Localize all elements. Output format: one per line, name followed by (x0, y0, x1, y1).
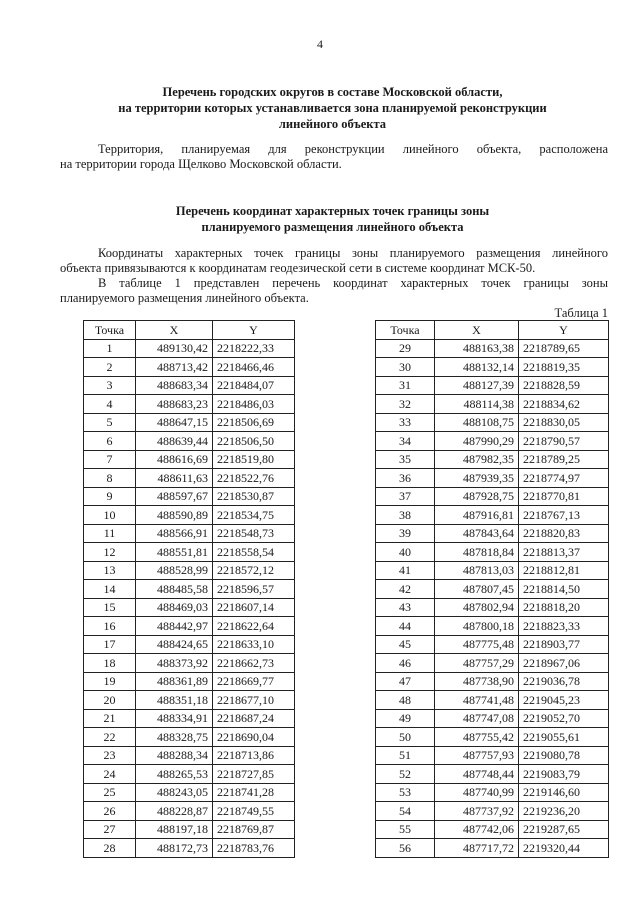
cell-x: 487818,84 (435, 543, 519, 562)
cell-x: 487717,72 (435, 839, 519, 858)
table-row (376, 691, 609, 710)
cell-point: 19 (84, 672, 136, 691)
table-row (376, 413, 609, 432)
paragraph-line: Территория, планируемая для реконструкции линейного объекта, расположена (98, 142, 608, 156)
cell-point: 28 (84, 839, 136, 858)
cell-point: 42 (376, 580, 435, 599)
cell-x: 487737,92 (435, 802, 519, 821)
cell-y: 2218814,50 (519, 580, 609, 599)
cell-y: 2218741,28 (213, 783, 295, 802)
table-row (84, 376, 295, 395)
cell-point: 48 (376, 691, 435, 710)
cell-point: 37 (376, 487, 435, 506)
cell-point: 11 (84, 524, 136, 543)
table-row (376, 339, 609, 358)
cell-point: 44 (376, 617, 435, 636)
cell-y: 2218823,33 (519, 617, 609, 636)
table-row (376, 820, 609, 839)
cell-y: 2218690,04 (213, 728, 295, 747)
table-row (376, 524, 609, 543)
table-row (84, 358, 295, 377)
table-row (376, 506, 609, 525)
cell-y: 2219052,70 (519, 709, 609, 728)
cell-point: 45 (376, 635, 435, 654)
cell-y: 2218534,75 (213, 506, 295, 525)
cell-point: 32 (376, 395, 435, 414)
cell-x: 487990,29 (435, 432, 519, 451)
cell-x: 488373,92 (136, 654, 213, 673)
cell-point: 29 (376, 339, 435, 358)
cell-point: 49 (376, 709, 435, 728)
cell-point: 41 (376, 561, 435, 580)
table-row (84, 654, 295, 673)
table-row (376, 376, 609, 395)
cell-y: 2218687,24 (213, 709, 295, 728)
table-header-row (376, 321, 609, 340)
cell-x: 487747,08 (435, 709, 519, 728)
cell-point: 27 (84, 820, 136, 839)
cell-x: 488424,65 (136, 635, 213, 654)
heading-line: Перечень городских округов в составе Московской области, (162, 85, 503, 99)
heading-line: линейного объекта (278, 117, 387, 131)
heading-districts (60, 84, 605, 132)
table-row (84, 746, 295, 765)
cell-x: 487916,81 (435, 506, 519, 525)
table-row (84, 728, 295, 747)
cell-point: 15 (84, 598, 136, 617)
cell-x: 488611,63 (136, 469, 213, 488)
cell-y: 2218506,69 (213, 413, 295, 432)
table-row (84, 450, 295, 469)
cell-y: 2218669,77 (213, 672, 295, 691)
cell-x: 487813,03 (435, 561, 519, 580)
cell-y: 2218830,05 (519, 413, 609, 432)
cell-point: 35 (376, 450, 435, 469)
table-row (376, 802, 609, 821)
cell-x: 487748,44 (435, 765, 519, 784)
cell-y: 2218790,57 (519, 432, 609, 451)
table-row (84, 765, 295, 784)
table-row (84, 413, 295, 432)
cell-y: 2218484,07 (213, 376, 295, 395)
cell-point: 18 (84, 654, 136, 673)
cell-y: 2218548,73 (213, 524, 295, 543)
table-row (376, 765, 609, 784)
table-row (84, 820, 295, 839)
heading-line: на территории которых устанавливается зона планируемой реконструкции (118, 101, 547, 115)
table-row (376, 487, 609, 506)
cell-y: 2219080,78 (519, 746, 609, 765)
cell-point: 6 (84, 432, 136, 451)
cell-point: 24 (84, 765, 136, 784)
paragraph-table-intro (60, 276, 608, 306)
cell-x: 488288,34 (136, 746, 213, 765)
cell-y: 2218812,81 (519, 561, 609, 580)
cell-y: 2218607,14 (213, 598, 295, 617)
table-row (84, 691, 295, 710)
table-row (84, 487, 295, 506)
cell-point: 30 (376, 358, 435, 377)
cell-x: 487807,45 (435, 580, 519, 599)
cell-point: 51 (376, 746, 435, 765)
cell-point: 21 (84, 709, 136, 728)
cell-point: 34 (376, 432, 435, 451)
cell-point: 38 (376, 506, 435, 525)
cell-point: 39 (376, 524, 435, 543)
cell-y: 2218466,46 (213, 358, 295, 377)
table-row (376, 709, 609, 728)
table-row (376, 358, 609, 377)
paragraph-line: планируемого размещения линейного объекта. (60, 291, 309, 305)
cell-x: 488334,91 (136, 709, 213, 728)
cell-y: 2218818,20 (519, 598, 609, 617)
cell-x: 488328,75 (136, 728, 213, 747)
table-row (376, 395, 609, 414)
cell-y: 2218727,85 (213, 765, 295, 784)
cell-x: 488197,18 (136, 820, 213, 839)
cell-y: 2219146,60 (519, 783, 609, 802)
cell-point: 13 (84, 561, 136, 580)
cell-y: 2219236,20 (519, 802, 609, 821)
table-header-row (84, 321, 295, 340)
table-row (84, 561, 295, 580)
cell-x: 487742,06 (435, 820, 519, 839)
cell-point: 8 (84, 469, 136, 488)
cell-x: 488243,05 (136, 783, 213, 802)
cell-point: 25 (84, 783, 136, 802)
header-x: X (435, 321, 519, 340)
table-row (84, 543, 295, 562)
paragraph-territory (60, 142, 608, 172)
cell-y: 2218774,97 (519, 469, 609, 488)
cell-y: 2219287,65 (519, 820, 609, 839)
table-row (376, 783, 609, 802)
cell-x: 487740,99 (435, 783, 519, 802)
cell-point: 14 (84, 580, 136, 599)
cell-point: 40 (376, 543, 435, 562)
cell-y: 2218767,13 (519, 506, 609, 525)
paragraph-line: на территории города Щелково Московской области. (60, 157, 342, 171)
cell-y: 2218820,83 (519, 524, 609, 543)
cell-x: 488647,15 (136, 413, 213, 432)
table-row (84, 839, 295, 858)
cell-y: 2218572,12 (213, 561, 295, 580)
cell-y: 2218749,55 (213, 802, 295, 821)
table-row (84, 709, 295, 728)
table-row (376, 469, 609, 488)
table-row (376, 598, 609, 617)
cell-x: 487755,42 (435, 728, 519, 747)
paragraph-line: В таблице 1 представлен перечень координат характерных точек границы зоны (98, 276, 608, 290)
table-row (376, 543, 609, 562)
cell-point: 20 (84, 691, 136, 710)
cell-x: 488713,42 (136, 358, 213, 377)
cell-x: 487802,94 (435, 598, 519, 617)
heading-line: Перечень координат характерных точек границы зоны (175, 204, 490, 218)
cell-x: 487775,48 (435, 635, 519, 654)
table-row (84, 469, 295, 488)
cell-y: 2218522,76 (213, 469, 295, 488)
table-row (84, 580, 295, 599)
cell-x: 487738,90 (435, 672, 519, 691)
table-row (84, 635, 295, 654)
header-y: Y (213, 321, 295, 340)
cell-x: 488528,99 (136, 561, 213, 580)
cell-point: 1 (84, 339, 136, 358)
cell-y: 2218903,77 (519, 635, 609, 654)
cell-point: 16 (84, 617, 136, 636)
cell-x: 487843,64 (435, 524, 519, 543)
cell-y: 2218622,64 (213, 617, 295, 636)
cell-x: 487757,93 (435, 746, 519, 765)
cell-point: 2 (84, 358, 136, 377)
table-row (84, 672, 295, 691)
coordinates-table-right (375, 320, 609, 858)
cell-point: 3 (84, 376, 136, 395)
table-row (376, 450, 609, 469)
paragraph-line: объекта привязываются к координатам геодезической сети в системе координат МСК-50. (60, 261, 536, 275)
cell-x: 488361,89 (136, 672, 213, 691)
cell-x: 488566,91 (136, 524, 213, 543)
cell-x: 487800,18 (435, 617, 519, 636)
cell-x: 488485,58 (136, 580, 213, 599)
cell-y: 2218596,57 (213, 580, 295, 599)
header-point: Точка (376, 321, 435, 340)
cell-point: 9 (84, 487, 136, 506)
cell-y: 2218789,25 (519, 450, 609, 469)
cell-x: 488351,18 (136, 691, 213, 710)
header-point: Точка (84, 321, 136, 340)
heading-line: планируемого размещения линейного объекта (201, 220, 464, 234)
table-row (376, 432, 609, 451)
cell-point: 56 (376, 839, 435, 858)
table-row (376, 654, 609, 673)
table-row (84, 598, 295, 617)
cell-x: 488108,75 (435, 413, 519, 432)
cell-y: 2218819,35 (519, 358, 609, 377)
cell-x: 487982,35 (435, 450, 519, 469)
table-row (84, 395, 295, 414)
table-row (84, 524, 295, 543)
cell-x: 488114,38 (435, 395, 519, 414)
cell-x: 487928,75 (435, 487, 519, 506)
cell-y: 2218770,81 (519, 487, 609, 506)
cell-y: 2219045,23 (519, 691, 609, 710)
cell-y: 2218783,76 (213, 839, 295, 858)
cell-x: 488639,44 (136, 432, 213, 451)
table-row (84, 617, 295, 636)
cell-y: 2219036,78 (519, 672, 609, 691)
cell-point: 4 (84, 395, 136, 414)
cell-point: 12 (84, 543, 136, 562)
cell-y: 2219055,61 (519, 728, 609, 747)
cell-y: 2218813,37 (519, 543, 609, 562)
cell-point: 54 (376, 802, 435, 821)
cell-y: 2218558,54 (213, 543, 295, 562)
table-row (376, 617, 609, 636)
cell-x: 488228,87 (136, 802, 213, 821)
cell-y: 2218769,87 (213, 820, 295, 839)
table-row (376, 728, 609, 747)
cell-point: 22 (84, 728, 136, 747)
cell-x: 488683,34 (136, 376, 213, 395)
cell-x: 488469,03 (136, 598, 213, 617)
cell-point: 7 (84, 450, 136, 469)
cell-y: 2218828,59 (519, 376, 609, 395)
cell-x: 488132,14 (435, 358, 519, 377)
cell-y: 2218222,33 (213, 339, 295, 358)
table-row (376, 746, 609, 765)
cell-x: 487757,29 (435, 654, 519, 673)
cell-y: 2218662,73 (213, 654, 295, 673)
cell-point: 26 (84, 802, 136, 821)
table-row (376, 672, 609, 691)
cell-x: 487741,48 (435, 691, 519, 710)
table-row (84, 783, 295, 802)
cell-y: 2218519,80 (213, 450, 295, 469)
cell-x: 488551,81 (136, 543, 213, 562)
header-x: X (136, 321, 213, 340)
cell-y: 2218834,62 (519, 395, 609, 414)
cell-y: 2218713,86 (213, 746, 295, 765)
table-row (376, 580, 609, 599)
cell-point: 43 (376, 598, 435, 617)
cell-x: 488590,89 (136, 506, 213, 525)
page-number: 4 (317, 37, 323, 51)
heading-coordinates (60, 203, 605, 235)
cell-x: 488163,38 (435, 339, 519, 358)
table-row (376, 839, 609, 858)
cell-point: 55 (376, 820, 435, 839)
cell-y: 2218530,87 (213, 487, 295, 506)
cell-x: 488265,53 (136, 765, 213, 784)
table-row (376, 635, 609, 654)
cell-y: 2218677,10 (213, 691, 295, 710)
cell-point: 10 (84, 506, 136, 525)
cell-point: 23 (84, 746, 136, 765)
cell-y: 2218789,65 (519, 339, 609, 358)
cell-x: 487939,35 (435, 469, 519, 488)
cell-point: 52 (376, 765, 435, 784)
coordinates-table-left (83, 320, 295, 858)
header-y: Y (519, 321, 609, 340)
table-row (84, 506, 295, 525)
cell-x: 488442,97 (136, 617, 213, 636)
cell-x: 488127,39 (435, 376, 519, 395)
cell-x: 488683,23 (136, 395, 213, 414)
cell-x: 488616,69 (136, 450, 213, 469)
table-row (84, 339, 295, 358)
cell-x: 489130,42 (136, 339, 213, 358)
cell-point: 33 (376, 413, 435, 432)
cell-y: 2219320,44 (519, 839, 609, 858)
cell-x: 488597,67 (136, 487, 213, 506)
paragraph-coordinate-system (60, 246, 608, 276)
cell-y: 2218486,03 (213, 395, 295, 414)
paragraph-line: Координаты характерных точек границы зоны планируемого размещения линейного (98, 246, 608, 260)
table-row (84, 802, 295, 821)
cell-y: 2218967,06 (519, 654, 609, 673)
cell-point: 53 (376, 783, 435, 802)
cell-point: 17 (84, 635, 136, 654)
cell-y: 2218633,10 (213, 635, 295, 654)
table-row (376, 561, 609, 580)
table-label: Таблица 1 (554, 306, 608, 320)
cell-x: 488172,73 (136, 839, 213, 858)
cell-point: 50 (376, 728, 435, 747)
cell-y: 2219083,79 (519, 765, 609, 784)
table-row (84, 432, 295, 451)
cell-point: 31 (376, 376, 435, 395)
cell-point: 47 (376, 672, 435, 691)
cell-point: 36 (376, 469, 435, 488)
cell-point: 46 (376, 654, 435, 673)
cell-point: 5 (84, 413, 136, 432)
cell-y: 2218506,50 (213, 432, 295, 451)
